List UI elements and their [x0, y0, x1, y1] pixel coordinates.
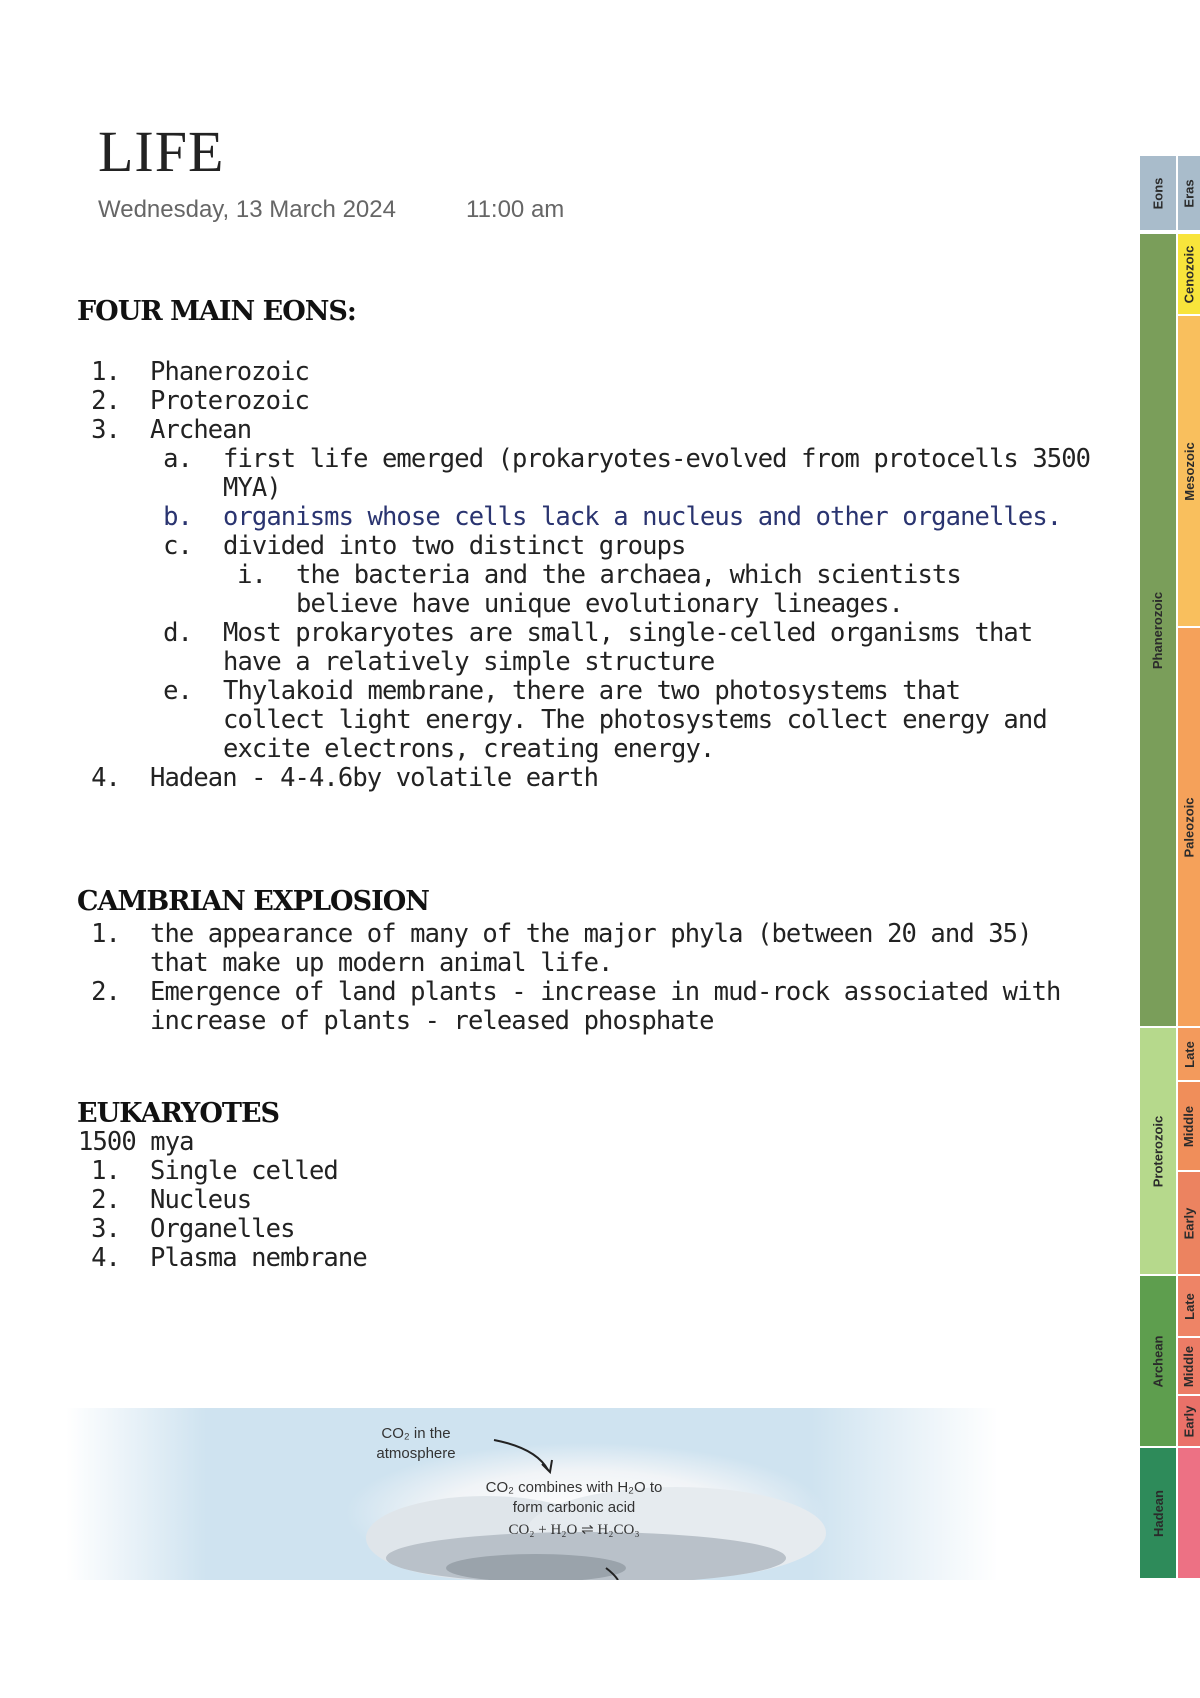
era-hadean — [1178, 1448, 1200, 1578]
era-archean-early: Early — [1178, 1396, 1200, 1446]
list-item: 3. Archean — [91, 415, 252, 445]
eon-hadean: Hadean — [1140, 1448, 1176, 1578]
cambrian-list — [0, 920, 1110, 1036]
era-cenozoic: Cenozoic — [1178, 234, 1200, 314]
page-time: 11:00 am — [466, 196, 565, 223]
list-item: i. the bacteria and the archaea, which scientists believe have unique evolutionary lineages. — [237, 560, 961, 619]
era-paleozoic: Paleozoic — [1178, 628, 1200, 1026]
list-item: e. Thylakoid membrane, there are two photosystems that collect light energy. The photosystems collect energy and excite electrons, creating energy. — [163, 676, 1047, 764]
list-item: 1. the appearance of many of the major phyla (between 20 and 35) that make up modern animal life. — [91, 919, 1032, 978]
geologic-timescale — [1140, 156, 1200, 1578]
list-item: 4. Hadean - 4-4.6by volatile earth — [91, 763, 599, 793]
list-item: b. organisms whose cells lack a nucleus and other organelles. — [163, 502, 1062, 532]
list-item: 2. Nucleus — [91, 1185, 252, 1215]
era-proterozoic-middle: Middle — [1178, 1082, 1200, 1170]
era-archean-middle: Middle — [1178, 1338, 1200, 1394]
eon-proterozoic: Proterozoic — [1140, 1028, 1176, 1274]
carbonic-acid-illustration — [66, 1408, 998, 1580]
label-equation: CO₂ + H₂O ⇌ H₂CO₃ — [508, 1522, 640, 1538]
era-archean-late: Late — [1178, 1276, 1200, 1336]
section-heading-eons: FOUR MAIN EONS: — [77, 296, 356, 327]
list-item: c. divided into two distinct groups — [163, 531, 686, 561]
era-mesozoic: Mesozoic — [1178, 316, 1200, 626]
section-heading-cambrian: CAMBRIAN EXPLOSION — [77, 886, 429, 917]
label-co2-atmosphere: CO₂ in the atmosphere — [376, 1425, 456, 1462]
list-item: d. Most prokaryotes are small, single-celled organisms that have a relatively simple structure — [163, 618, 1033, 677]
list-item: 3. Organelles — [91, 1214, 295, 1244]
eons-list — [0, 358, 1110, 793]
list-item: a. first life emerged (prokaryotes-evolved from protocells 3500 MYA) — [163, 444, 1091, 503]
label-carbonic-acid: CO₂ combines with H₂O to form carbonic acid — [485, 1479, 663, 1516]
list-item: 2. Proterozoic — [91, 386, 309, 416]
era-proterozoic-early: Early — [1178, 1172, 1200, 1274]
eukaryotes-list — [0, 1157, 1110, 1273]
era-proterozoic-late: Late — [1178, 1028, 1200, 1080]
eon-archean: Archean — [1140, 1276, 1176, 1446]
timescale-header-eras: Eras — [1178, 156, 1200, 230]
eon-phanerozoic: Phanerozoic — [1140, 234, 1176, 1026]
section-heading-eukaryotes: EUKARYOTES — [77, 1098, 280, 1129]
list-item: 1. Single celled — [91, 1156, 338, 1186]
eukaryotes-subtext: 1500 mya — [78, 1127, 194, 1157]
page-date: Wednesday, 13 March 2024 — [98, 196, 396, 223]
list-item: 1. Phanerozoic — [91, 357, 309, 387]
page-title: LIFE — [98, 119, 225, 184]
timescale-header-eons: Eons — [1140, 156, 1176, 230]
list-item: 2. Emergence of land plants - increase in mud-rock associated with increase of plants - released phosphate — [91, 977, 1061, 1036]
list-item: 4. Plasma nembrane — [91, 1243, 367, 1273]
